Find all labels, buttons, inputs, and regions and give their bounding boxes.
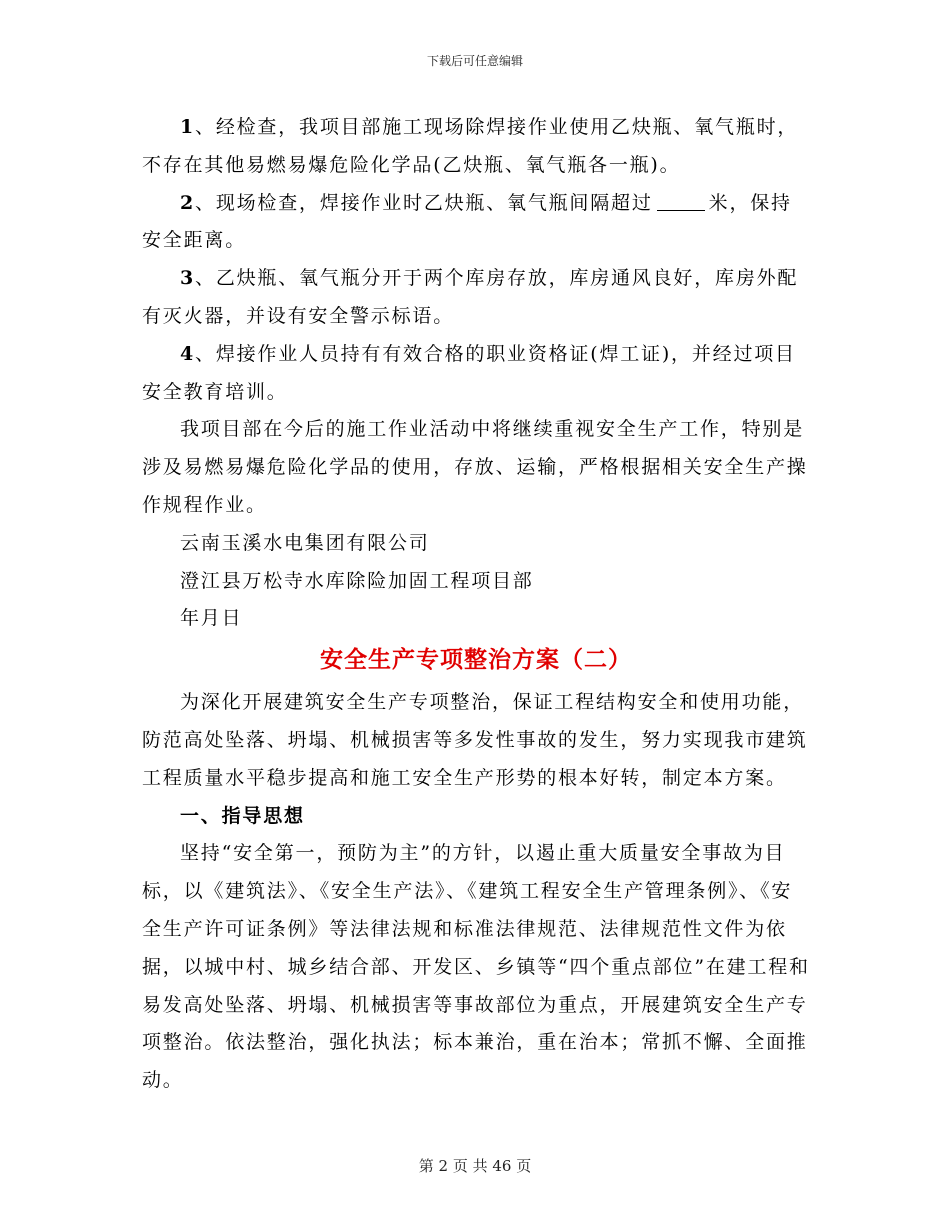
list-item-3 [142, 260, 810, 336]
item-text: 、现场检查，焊接作业时乙炔瓶、氧气瓶间隔超过 [195, 191, 653, 214]
item-text: 、乙炔瓶、氧气瓶分开于两个库房存放，库房通风良好，库房外配有灭火器，并设有安全警示标语。 [142, 267, 799, 327]
guiding-paragraph: 坚持“安全第一，预防为主”的方针，以遏止重大质量安全事故为目标，以《建筑法》、《安全生产法》、《建筑工程安全生产管理条例》、《安全生产许可证条例》等法律法规和标准法律规范、法律规范性文件为依据，以城中村、城乡结合部、开发区、乡镇等“四个重点部位”在建工程和易发高处坠落、坍塌、机械损害等事故部位为重点，开展建筑安全生产专项整治。依法整治，强化执法；标本兼治，重在治本；常抓不懈、全面推动。 [142, 842, 810, 1092]
page-header: 下载后可任意编辑 [426, 54, 523, 68]
heading-guiding-ideology: 一、指导思想 [180, 804, 305, 827]
document-body [142, 109, 810, 1100]
item-text: 、焊接作业人员持有有效合格的职业资格证(焊工证)，并经过项目安全教育培训。 [142, 342, 796, 403]
signature-date: 年月日 [180, 607, 243, 630]
item-number: 1 [180, 116, 196, 138]
page-footer: 第 2 页 共 46 页 [418, 1157, 532, 1175]
item-number: 3 [180, 267, 196, 290]
list-item-1 [142, 109, 810, 185]
section-title: 安全生产专项整治方案（二） [320, 647, 632, 674]
item-number: 4 [180, 342, 196, 365]
signature-company: 云南玉溪水电集团有限公司 [180, 531, 430, 554]
closing-paragraph: 我项目部在今后的施工作业活动中将继续重视安全生产工作，特别是涉及易燃易爆危险化学品的使用，存放、运输，严格根据相关安全生产操作规程作业。 [142, 418, 808, 516]
intro-paragraph: 为深化开展建筑安全生产专项整治，保证工程结构安全和使用功能，防范高处坠落、坍塌、机械损害等多发性事故的发生，努力实现我市建筑工程质量水平稳步提高和施工安全生产形势的根本好转，制定本方案。 [142, 691, 808, 789]
fill-in-blank [657, 192, 705, 211]
item-number: 2 [180, 191, 196, 214]
list-item-2 [142, 185, 810, 261]
item-text-after: 米，保持安全距离。 [142, 191, 792, 252]
list-item-4 [142, 336, 810, 412]
signature-project: 澄江县万松寺水库除险加固工程项目部 [180, 569, 534, 592]
item-text: 、经检查，我项目部施工现场除焊接作业使用乙炔瓶、氧气瓶时，不存在其他易燃易爆危险化学品(乙炔瓶、氧气瓶各一瓶)。 [142, 116, 799, 176]
